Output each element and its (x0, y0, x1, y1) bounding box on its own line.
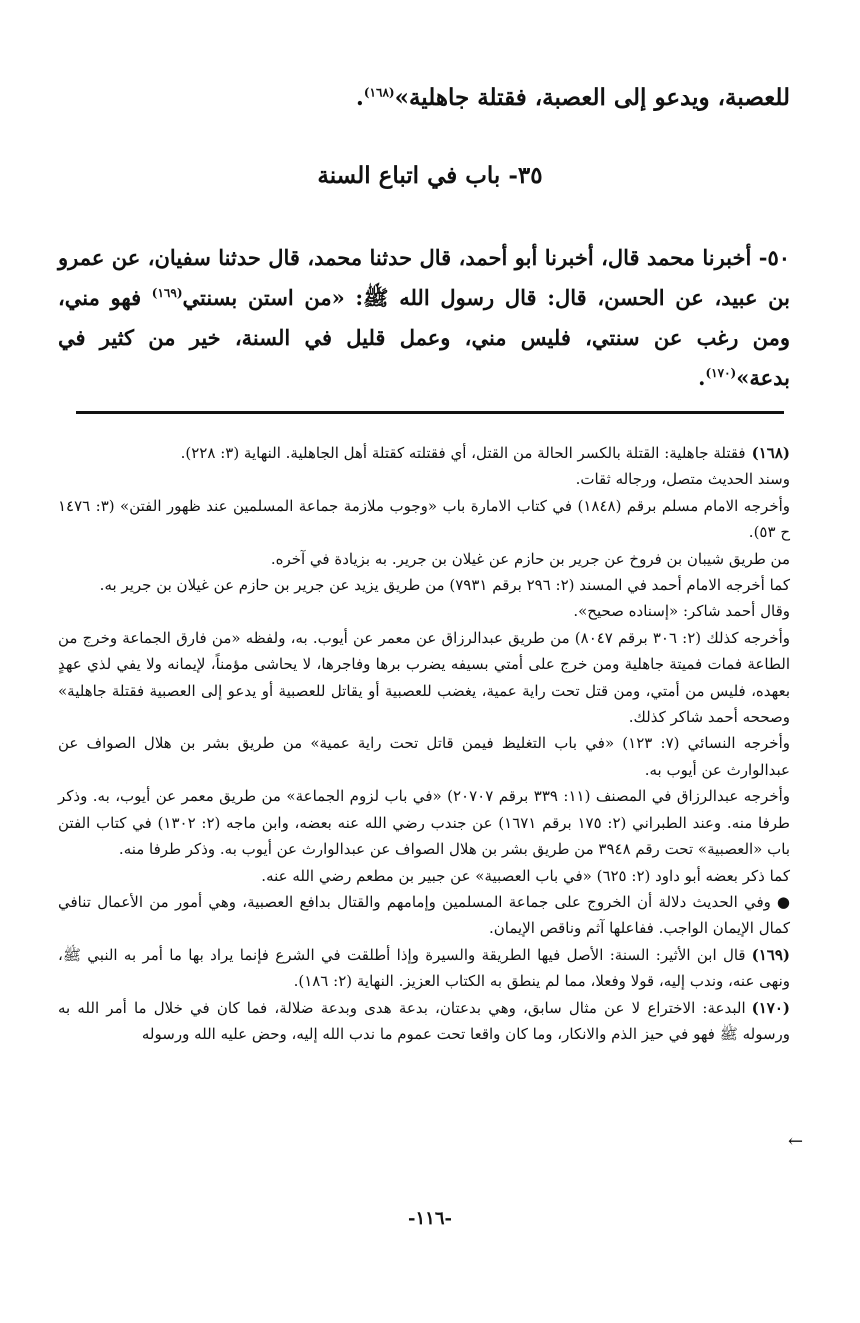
footnote-number: (١٦٨) (751, 444, 790, 462)
footnote-number: (١٧٠) (751, 998, 790, 1017)
footnote-line: وأخرجه الامام مسلم برقم (١٨٤٨) في كتاب الامارة باب «وجوب ملازمة جماعة المسلمين عند ظهور الفتن» (٣: ١٤٧٦ ح ٥٣). (58, 496, 790, 542)
footnote-170 (58, 995, 790, 1048)
footnote-line: وسند الحديث متصل، ورجاله ثقات. (575, 470, 790, 489)
footnote-number: (١٦٩) (751, 945, 790, 964)
footnote-text: البدعة: الاختراع لا عن مثال سابق، وهي بدعتان، بدعة هدى وبدعة ضلالة، فما كان في خلال ما أمر الله به ورسوله ﷺ فهو في حيز الذم والانكار، وما كان واقعا تحت عموم ما ندب الله إليه، وحض عليه الله ورسوله (58, 998, 790, 1043)
continuation-arrow-icon: ← (788, 1131, 804, 1152)
footnote-line: كما أخرجه الامام أحمد في المسند (٢: ٢٩٦ برقم ٧٩٣١) من طريق يزيد عن جرير بن حازم عن غيلان بن جرير به. (99, 576, 790, 595)
footnote-line: وأخرجه النسائي (٧: ١٢٣) «في باب التغليظ فيمن قاتل تحت راية عمية» من طريق بشر بن هلال الصواف عن عبدالوارث عن أيوب به. (58, 734, 790, 779)
hadith-end: . (698, 365, 706, 390)
footnote-text: قال ابن الأثير: السنة: الأصل فيها الطريقة والسيرة وإذا أطلقت في الشرع فإنما يراد بها ما أمر به النبي ﷺ، ونهى عنه، وندب إليه، قولا وفعلا، مما لم ينطق به الكتاب العزيز. النهاية (٢: ١٨٦). (58, 945, 790, 991)
bullet-icon: ● (776, 892, 790, 911)
chapter-title: ٣٥- باب في اتباع السنة (317, 162, 543, 189)
carry-over-end: . (355, 84, 364, 111)
carried-over-text (60, 80, 790, 116)
hadith-paragraph (58, 238, 790, 398)
footnote-168 (58, 440, 790, 942)
footnote-line: كما ذكر بعضه أبو داود (٢: ٦٢٥) «في باب العصبية» عن جبير بن مطعم رضي الله عنه. (261, 866, 790, 885)
footnote-line: وأخرجه عبدالرزاق في المصنف (١١: ٣٣٩ برقم ٢٠٧٠٧) «في باب لزوم الجماعة» من طريق معمر عن أيوب، به. وذكر طرفا منه. وعند الطبراني (٢: ١٧٥ برقم ١٦٧١) عن جندب رضي الله عنه بعضه، وابن ماجه (٢: ١٣٠٢) في كتاب الفتن باب «العصبية» تحت رقم ٣٩٤٨ من طريق بشر بن هلال الصواف عن عبدالوارث عن أيوب به. وذكر طرفا منه. (58, 787, 791, 859)
carry-over-text: للعصبة، ويدعو إلى العصبة، فقتلة جاهلية» (394, 84, 790, 111)
footnote-separator (76, 411, 784, 414)
footnote-line: وقال أحمد شاكر: «إسناده صحيح». (573, 602, 790, 621)
hadith-text-part2: فهو مني، ومن رغب عن سنتي، فليس مني، وعمل قليل في السنة، خير من كثير في بدعة» (58, 285, 790, 390)
footnote-ref-170: (١٧٠) (705, 366, 737, 380)
footnote-ref-168: (١٦٨) (363, 85, 395, 100)
footnotes (58, 440, 790, 1047)
footnote-line: وأخرجه كذلك (٢: ٣٠٦ برقم ٨٠٤٧) من طريق عبدالرزاق عن معمر عن أيوب. به، ولفظه «من فارق الجماعة وخرج من الطاعة فمات فميتة جاهلية ومن خرج على أمتي بسيفه يضرب برها وفاجرها، لا يحاشى مؤمناً، لإيمانه ولا يفي لذي عهدٍ بعهده، فليس من أمتي، ومن قتل تحت راية عمية، يغضب للعصبية أو يقاتل للعصبية أو يدعو إلى العصبية فقتلة جاهلية» وصححه أحمد شاكر كذلك. (58, 628, 790, 727)
footnote-line: فقتلة جاهلية: القتلة بالكسر الحالة من القتل، أي فقتلته كقتلة أهل الجاهلية. النهاية (٣: ٢٢٨). (180, 444, 746, 462)
footnote-ref-169: (١٦٩) (151, 286, 183, 300)
footnote-line: وفي الحديث دلالة أن الخروج على جماعة المسلمين وإمامهم والقتال بدافع العصبية، وهي أمور من الأعمال تنافي كمال الإيمان الواجب. ففاعلها آثم وناقص الإيمان. (58, 892, 790, 938)
hadith-text-part1: ٥٠- أخبرنا محمد قال، أخبرنا أبو أحمد، قال حدثنا محمد، قال حدثنا سفيان، عن عمرو بن عبيد، عن الحسن، قال: قال رسول الله ﷺ: «من استن بسنتي (58, 245, 790, 310)
footnote-169 (58, 942, 790, 995)
footnote-line: من طريق شيبان بن فروخ عن جرير بن حازم عن غيلان بن جرير. به بزيادة في آخره. (270, 549, 790, 568)
page-number: -١١٦- (408, 1208, 452, 1229)
